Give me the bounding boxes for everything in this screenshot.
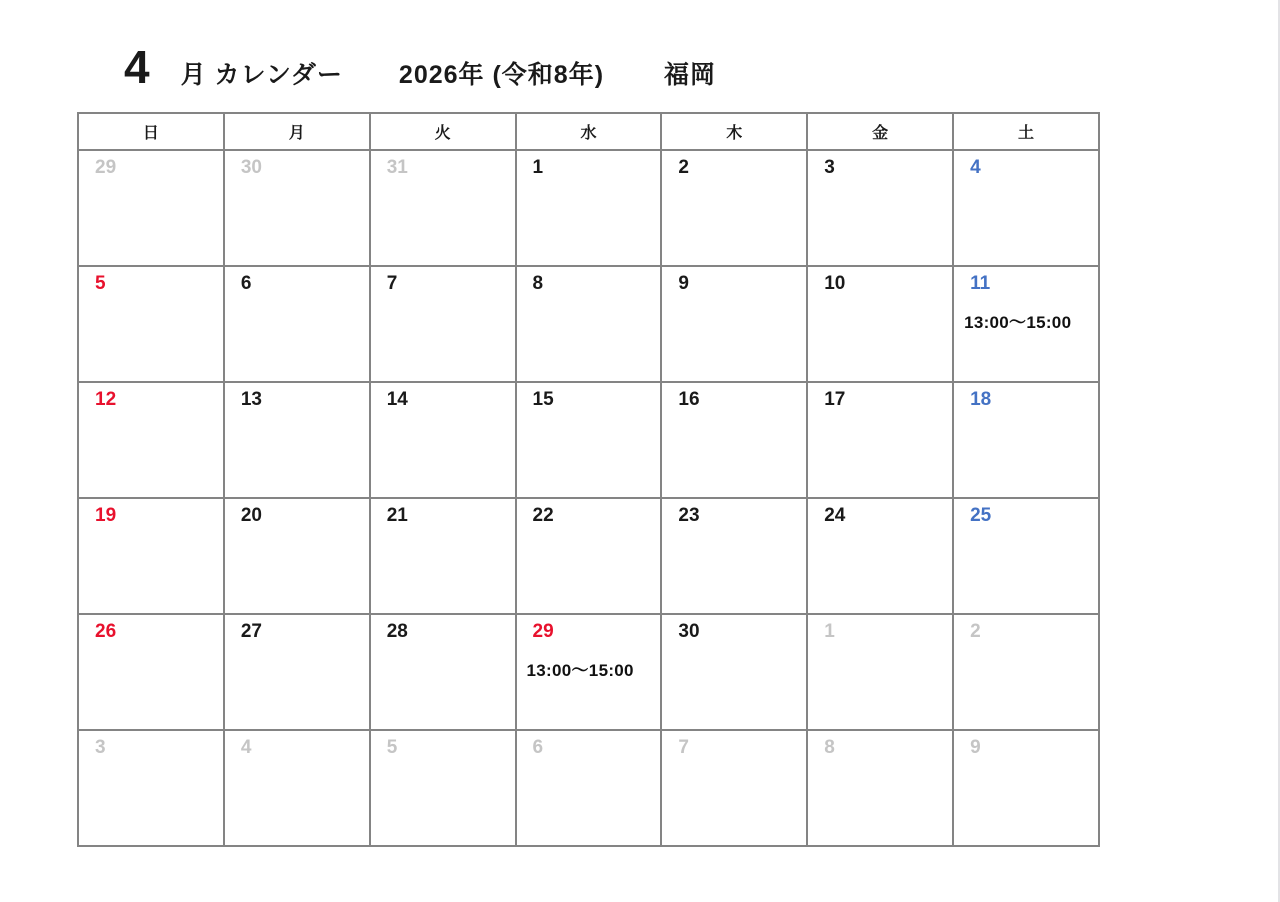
day-number: 24 bbox=[824, 505, 846, 526]
day-number: 12 bbox=[95, 389, 117, 410]
weekday-header-row bbox=[78, 113, 1099, 150]
day-number: 5 bbox=[386, 737, 398, 758]
day-cell bbox=[224, 498, 370, 614]
day-number: 11 bbox=[970, 273, 991, 294]
day-number: 30 bbox=[240, 157, 262, 178]
day-number: 8 bbox=[532, 273, 544, 294]
weekday-header: 月 bbox=[224, 113, 370, 150]
day-cell bbox=[953, 382, 1099, 498]
day-number: 3 bbox=[95, 737, 106, 758]
day-cell bbox=[516, 266, 662, 382]
week-row bbox=[78, 730, 1099, 846]
day-cell bbox=[224, 382, 370, 498]
day-number: 29 bbox=[95, 157, 117, 178]
day-cell bbox=[807, 498, 953, 614]
weekday-header: 土 bbox=[953, 113, 1099, 150]
day-number: 9 bbox=[678, 273, 689, 294]
day-number: 14 bbox=[386, 389, 408, 410]
week-row bbox=[78, 382, 1099, 498]
day-number: 30 bbox=[678, 621, 700, 642]
day-cell bbox=[224, 730, 370, 846]
day-number: 7 bbox=[678, 737, 689, 758]
day-cell bbox=[516, 150, 662, 266]
event-label: 13:00〜15:00 bbox=[526, 660, 634, 680]
day-number: 31 bbox=[386, 157, 408, 178]
day-cell bbox=[78, 498, 224, 614]
day-number: 18 bbox=[970, 389, 992, 410]
weekday-header: 火 bbox=[370, 113, 516, 150]
day-cell bbox=[78, 150, 224, 266]
day-cell bbox=[78, 382, 224, 498]
day-cell bbox=[224, 150, 370, 266]
day-cell bbox=[953, 730, 1099, 846]
weekday-header: 水 bbox=[516, 113, 662, 150]
title-location-label: 福岡 bbox=[664, 61, 717, 89]
day-cell bbox=[953, 266, 1099, 382]
day-cell bbox=[516, 614, 662, 730]
week-row bbox=[78, 150, 1099, 266]
day-cell bbox=[953, 150, 1099, 266]
day-cell bbox=[370, 730, 516, 846]
title-year-label: 2026年 (令和8年) bbox=[398, 61, 605, 89]
day-cell bbox=[78, 614, 224, 730]
day-number: 10 bbox=[824, 273, 846, 294]
day-number: 6 bbox=[240, 273, 252, 294]
day-number: 9 bbox=[970, 737, 981, 758]
day-cell bbox=[78, 730, 224, 846]
day-number: 1 bbox=[532, 157, 544, 178]
day-number: 2 bbox=[970, 621, 981, 642]
day-cell bbox=[661, 266, 807, 382]
day-number: 22 bbox=[532, 505, 554, 526]
day-cell bbox=[807, 266, 953, 382]
day-cell bbox=[661, 150, 807, 266]
day-number: 16 bbox=[678, 389, 700, 410]
day-number: 21 bbox=[386, 505, 408, 526]
day-number: 26 bbox=[95, 621, 117, 642]
day-number: 17 bbox=[824, 389, 846, 410]
day-cell bbox=[807, 730, 953, 846]
day-cell bbox=[370, 150, 516, 266]
day-number: 2 bbox=[678, 157, 689, 178]
day-cell bbox=[953, 498, 1099, 614]
day-number: 7 bbox=[386, 273, 398, 294]
day-cell bbox=[370, 614, 516, 730]
day-number: 4 bbox=[970, 157, 981, 178]
day-number: 28 bbox=[386, 621, 408, 642]
week-row bbox=[78, 266, 1099, 382]
day-cell bbox=[661, 730, 807, 846]
day-cell bbox=[661, 382, 807, 498]
day-cell bbox=[661, 614, 807, 730]
day-cell bbox=[370, 266, 516, 382]
day-number: 6 bbox=[532, 737, 544, 758]
weekday-header: 日 bbox=[78, 113, 224, 150]
day-cell bbox=[807, 614, 953, 730]
title-month-label: 月 カレンダー bbox=[180, 61, 343, 89]
day-number: 20 bbox=[240, 505, 262, 526]
page-title bbox=[124, 40, 716, 94]
title-month-number: 4 bbox=[124, 41, 151, 93]
day-number: 23 bbox=[678, 505, 700, 526]
week-row bbox=[78, 614, 1099, 730]
day-cell bbox=[224, 614, 370, 730]
day-cell bbox=[224, 266, 370, 382]
day-cell bbox=[370, 498, 516, 614]
day-number: 25 bbox=[970, 505, 992, 526]
day-number: 8 bbox=[824, 737, 835, 758]
day-cell bbox=[516, 730, 662, 846]
day-cell bbox=[370, 382, 516, 498]
day-cell bbox=[661, 498, 807, 614]
event-label: 13:00〜15:00 bbox=[964, 312, 1072, 332]
day-number: 19 bbox=[95, 505, 117, 526]
day-cell bbox=[807, 382, 953, 498]
day-cell bbox=[516, 382, 662, 498]
weekday-header: 木 bbox=[661, 113, 807, 150]
week-row bbox=[78, 498, 1099, 614]
day-number: 1 bbox=[824, 621, 835, 642]
day-number: 13 bbox=[240, 389, 262, 410]
day-number: 3 bbox=[824, 157, 835, 178]
day-number: 5 bbox=[95, 273, 106, 294]
day-cell bbox=[78, 266, 224, 382]
weekday-header: 金 bbox=[807, 113, 953, 150]
day-cell bbox=[807, 150, 953, 266]
day-number: 15 bbox=[532, 389, 554, 410]
day-number: 29 bbox=[532, 621, 554, 642]
calendar-body bbox=[78, 150, 1099, 846]
day-number: 4 bbox=[240, 737, 252, 758]
day-cell bbox=[516, 498, 662, 614]
calendar-table bbox=[77, 112, 1100, 847]
day-number: 27 bbox=[240, 621, 262, 642]
day-cell bbox=[953, 614, 1099, 730]
